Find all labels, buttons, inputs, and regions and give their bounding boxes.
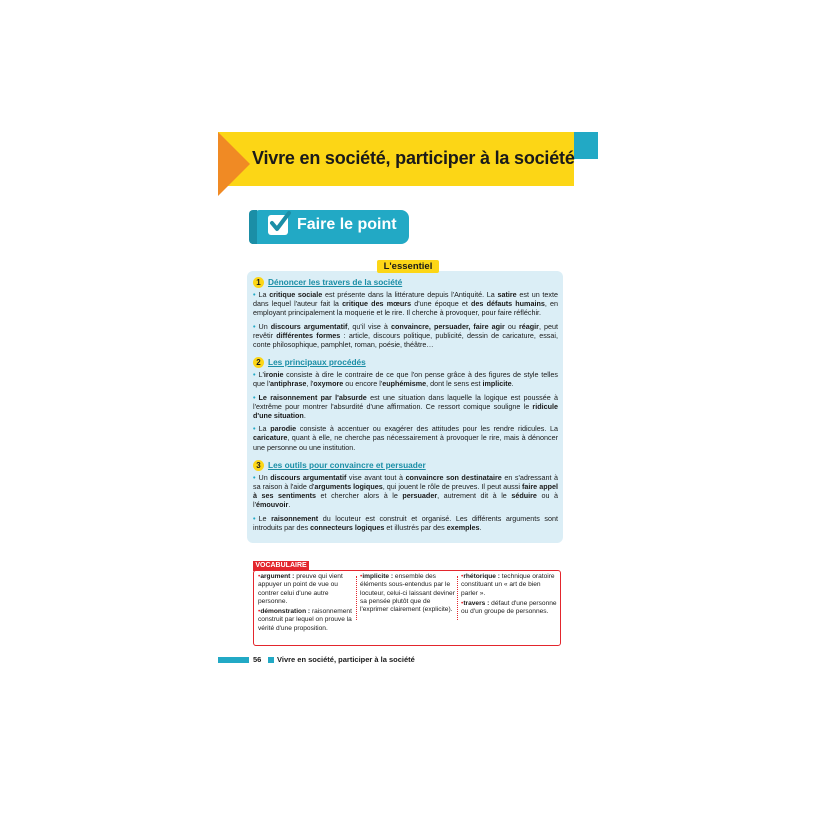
vocabulary-entry	[360, 573, 456, 614]
vocabulary-column	[258, 573, 356, 635]
section-paragraph	[253, 514, 558, 532]
text-run: , qui jouent le rôle de preuves. Il peut aussi	[382, 482, 522, 492]
bold-term: exemples	[446, 522, 480, 532]
bold-term: critique des mœurs	[342, 299, 412, 309]
bold-term: convaincre son destinataire	[405, 472, 502, 482]
bullet-icon: •	[461, 599, 464, 607]
section-paragraph	[253, 473, 558, 510]
bold-term: discours argumentatif	[270, 321, 348, 331]
bold-term: ridicule d'une situation	[253, 401, 558, 421]
text-run: , l'	[306, 379, 314, 389]
vocabulary-term: travers :	[463, 599, 490, 607]
bold-term: persuader	[402, 491, 438, 501]
section-number: 1	[253, 277, 264, 288]
footer-title: Vivre en société, participer à la société	[277, 655, 415, 664]
text-run: ou encore l'	[343, 379, 383, 389]
vocabulary-column	[461, 573, 557, 618]
text-run: La	[258, 424, 271, 434]
bold-term: des défauts humains	[471, 299, 545, 309]
text-run: .	[511, 379, 514, 389]
text-run: , en employant principalement la moquerie et le rire. Il cherche à provoquer, pour faire réfléchir.	[253, 299, 558, 318]
bold-term: raisonnement	[271, 513, 319, 523]
checkbox-check-icon	[268, 215, 288, 235]
vocabulary-badge: VOCABULAIRE	[253, 561, 309, 571]
text-run: vise avant tout à	[346, 472, 406, 482]
section-paragraph	[253, 424, 558, 452]
bold-term: différentes formes	[276, 330, 341, 340]
bold-term: discours argumentatif	[270, 472, 347, 482]
bold-term: euphémisme	[382, 379, 427, 389]
bold-term: arguments logiques	[314, 482, 383, 492]
bullet-icon: •	[258, 573, 261, 580]
text-run: : article, discours politique, publicité, dessin de caricature, essai, conte philosophique, pamphlet, roman, poésie, théâtre…	[253, 330, 558, 350]
text-run: est une situation dans laquelle la logique est poussée à l'extrême pour montrer l'absurdité d'une affirmation. Ce ressort comique souligne le	[253, 392, 559, 411]
text-run: et chercher alors à le	[316, 491, 403, 501]
bold-term: parodie	[270, 424, 297, 434]
bold-term: réagir	[518, 321, 539, 331]
bold-term: caricature	[253, 433, 288, 443]
section-title: Les principaux procédés	[268, 357, 366, 368]
bold-term: séduire	[511, 491, 537, 501]
vocabulary-entry	[461, 573, 557, 598]
vocabulary-definition: ensemble des éléments sous-entendus par le locuteur, celui-ci laissant deviner sa pensée plutôt que de l'exprimer clairement (explicite).	[360, 573, 455, 614]
bold-term: ironie	[263, 370, 284, 380]
text-run: consiste à accentuer ou exagérer des attitudes pour les rendre ridicules. La	[296, 424, 558, 434]
text-run: , autrement dit à le	[437, 491, 512, 501]
text-run: du locuteur est construit et organisé. Les différents arguments sont introduits par des	[253, 513, 558, 532]
text-run: est présente dans la littérature depuis l'Antiquité. La	[322, 290, 498, 299]
bold-term: Le raisonnement par l'absurde	[258, 392, 367, 402]
bullet-icon: •	[253, 424, 256, 434]
text-run: d'une époque et	[411, 299, 472, 309]
essentiel-badge: L'essentiel	[377, 260, 439, 273]
essentiel-content	[253, 277, 558, 536]
footer-square-icon	[268, 657, 274, 663]
text-run: Le	[258, 513, 272, 523]
bullet-icon: •	[253, 290, 256, 299]
bullet-icon: •	[258, 608, 261, 616]
bullet-icon: •	[253, 321, 256, 331]
vocabulary-entry	[461, 600, 557, 617]
bold-term: implicite	[482, 379, 512, 389]
faire-le-point-label: Faire le point	[297, 216, 397, 233]
vocabulary-definition: preuve qui vient appuyer un point de vue ou contrer celui d'une autre personne.	[258, 573, 343, 605]
section-title: Dénoncer les travers de la société	[268, 276, 403, 287]
page-number: 56	[253, 655, 262, 664]
bold-term: satire	[497, 290, 517, 299]
section-heading	[253, 277, 558, 288]
vocabulary-entry	[258, 573, 356, 606]
bold-term: antiphrase	[269, 379, 307, 389]
text-run: ou à l'	[253, 491, 558, 510]
section-number: 2	[253, 357, 264, 368]
section-heading	[253, 357, 558, 368]
section-paragraph	[253, 290, 558, 318]
vocabulary-column	[360, 573, 456, 616]
bold-term: faire appel à ses sentiments	[253, 482, 558, 501]
bullet-icon: •	[253, 472, 256, 482]
text-run: , qu'il vise à	[347, 321, 391, 331]
section-paragraph	[253, 322, 558, 350]
bullet-icon: •	[360, 573, 363, 580]
section-paragraph	[253, 370, 558, 388]
text-run: , dont le sens est	[426, 379, 483, 389]
section-heading	[253, 460, 558, 471]
bullet-icon: •	[253, 370, 256, 380]
text-run: .	[479, 522, 482, 532]
bullet-icon: •	[253, 513, 256, 523]
text-run: , quant à elle, ne cherche pas nécessairement à provoquer le rire, mais à dénoncer une personne ou une institution.	[253, 433, 558, 452]
vocabulary-entry	[258, 608, 356, 633]
text-run: et illustrés par des	[384, 522, 447, 532]
footer-bar	[218, 657, 249, 663]
vocabulary-divider	[356, 576, 357, 620]
bullet-icon: •	[253, 392, 256, 402]
text-run: Un	[258, 472, 271, 482]
text-run: en s'adressant à sa raison à l'aide d'	[253, 472, 559, 492]
text-run: L'	[258, 370, 264, 380]
vocabulary-term: démonstration :	[260, 608, 311, 616]
bullet-icon: •	[461, 573, 464, 580]
text-run: Un	[258, 321, 271, 331]
text-run: , peut revêtir	[253, 321, 559, 340]
text-run: La	[258, 290, 270, 299]
bold-term: oxymore	[313, 379, 344, 389]
text-run: .	[288, 500, 291, 510]
section-number: 3	[253, 460, 264, 471]
bold-term: émouvoir	[255, 500, 289, 510]
section-title: Les outils pour convaincre et persuader	[268, 459, 426, 470]
vocabulary-divider	[457, 576, 458, 620]
bold-term: critique sociale	[269, 290, 323, 299]
text-run: ou	[504, 321, 519, 331]
title-arrow-icon	[218, 132, 250, 196]
section-paragraph	[253, 393, 558, 421]
bold-term: convaincre, persuader, faire agir	[390, 321, 505, 331]
text-run: est un texte dans lequel l'auteur fait la	[253, 290, 558, 309]
vocabulary-term: argument :	[260, 573, 295, 580]
title-accent-square	[574, 132, 598, 159]
text-run: .	[303, 411, 306, 421]
vocabulary-term: rhétorique :	[463, 573, 500, 580]
text-run: consiste à dire le contraire de ce que l'on pense grâce à des figures de style telles que l'	[253, 370, 558, 389]
bold-term: connecteurs logiques	[310, 522, 385, 532]
vocabulary-definition: défaut d'une personne ou d'un groupe de personnes.	[461, 599, 557, 616]
vocabulary-definition: raisonnement construit par lequel on prouve la vérité d'une proposition.	[258, 608, 352, 632]
vocabulary-term: implicite :	[362, 573, 394, 580]
vocabulary-definition: technique oratoire constituant un « art de bien parler ».	[461, 573, 555, 597]
page-title: Vivre en société, participer à la société	[252, 148, 575, 168]
